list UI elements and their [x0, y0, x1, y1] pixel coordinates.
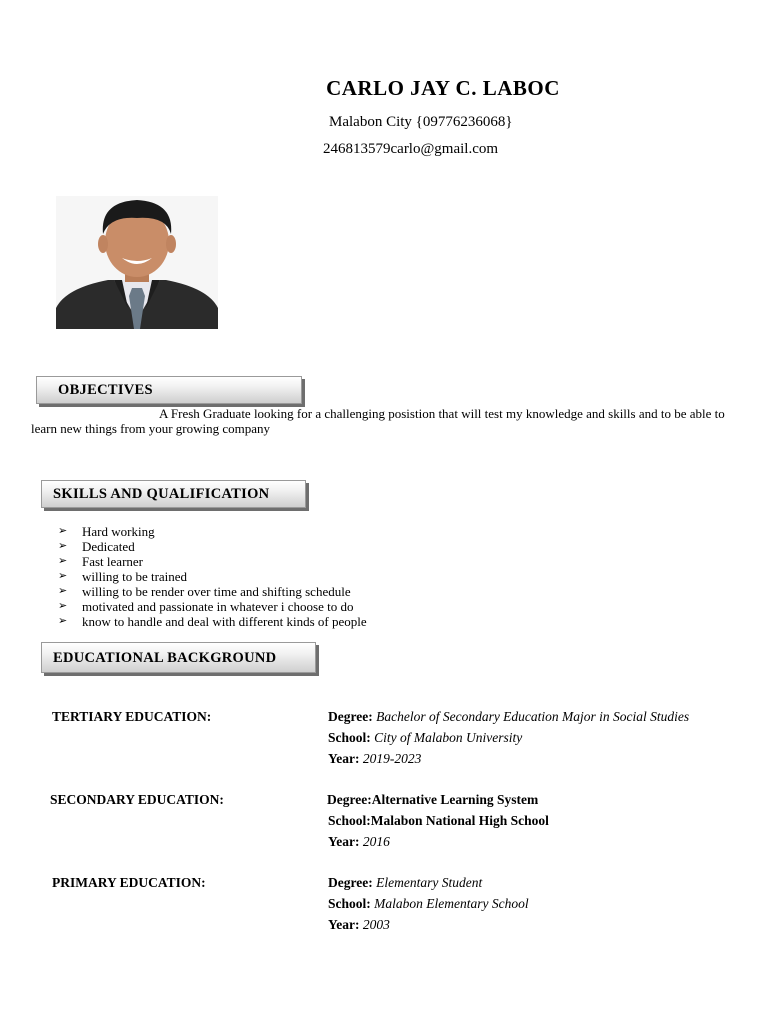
primary-year: Year: 2003 — [328, 917, 390, 932]
objective-text: A Fresh Graduate looking for a challenging posistion that will test my knowledge and skills and to be able to learn new things from your growing company — [31, 406, 725, 436]
secondary-degree: Degree:Alternative Learning System — [327, 792, 539, 807]
address-phone: Malabon City {09776236068} — [329, 114, 513, 130]
tertiary-education-label: TERTIARY EDUCATION: — [52, 709, 212, 724]
skills-heading: SKILLS AND QUALIFICATION — [41, 480, 306, 508]
primary-school: School: Malabon Elementary School — [328, 896, 529, 911]
secondary-education-label: SECONDARY EDUCATION: — [50, 792, 224, 807]
email-address: 246813579carlo@gmail.com — [323, 141, 499, 157]
tertiary-school: School: City of Malabon University — [328, 730, 523, 745]
secondary-school: School:Malabon National High School — [328, 813, 549, 828]
arrow-bullet-icon: ➢ — [58, 585, 68, 597]
education-heading: EDUCATIONAL BACKGROUND — [41, 642, 316, 673]
list-item: ➢ Fast learner — [58, 554, 144, 569]
arrow-bullet-icon: ➢ — [58, 615, 68, 627]
arrow-bullet-icon: ➢ — [58, 540, 68, 552]
tertiary-year: Year: 2019-2023 — [328, 751, 422, 766]
list-item: ➢ Dedicated — [58, 539, 135, 554]
resume-name: CARLO JAY C. LABOC — [326, 76, 560, 100]
skills-list — [58, 524, 367, 629]
list-item: ➢ Hard working — [58, 524, 155, 539]
primary-degree: Degree: Elementary Student — [328, 875, 483, 890]
tertiary-degree: Degree: Bachelor of Secondary Education Major in Social Studies — [328, 709, 690, 724]
arrow-bullet-icon: ➢ — [58, 600, 68, 612]
profile-photo — [56, 196, 218, 329]
arrow-bullet-icon: ➢ — [58, 525, 68, 537]
arrow-bullet-icon: ➢ — [58, 570, 68, 582]
list-item: ➢ willing to be trained — [58, 569, 188, 584]
secondary-year: Year: 2016 — [328, 834, 390, 849]
list-item: ➢ motivated and passionate in whatever i choose to do — [58, 599, 354, 614]
primary-education-label: PRIMARY EDUCATION: — [52, 875, 206, 890]
profile-photo-illustration — [56, 196, 218, 329]
list-item: ➢ know to handle and deal with different kinds of people — [58, 614, 367, 629]
arrow-bullet-icon: ➢ — [58, 555, 68, 567]
list-item: ➢ willing to be render over time and shifting schedule — [58, 584, 351, 599]
objectives-heading: OBJECTIVES — [36, 376, 302, 404]
